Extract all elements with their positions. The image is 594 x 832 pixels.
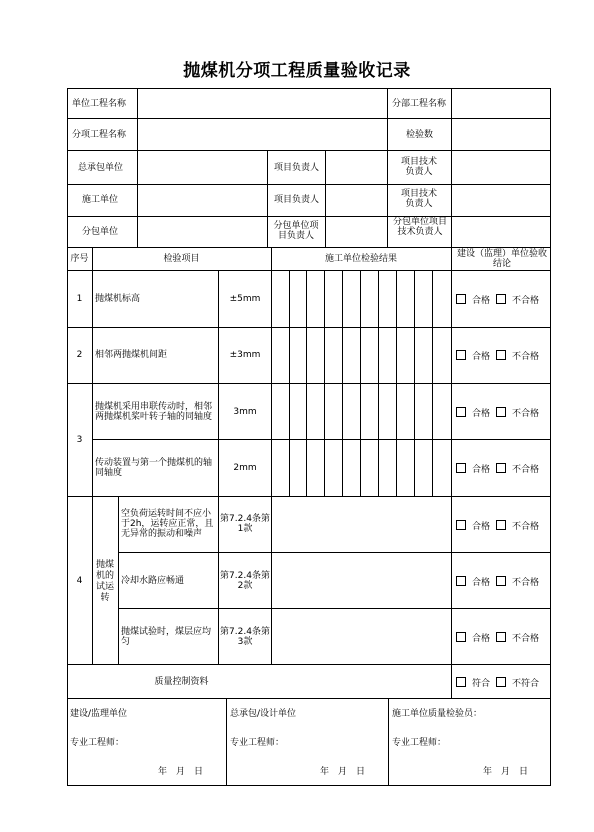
pass-checkbox[interactable] [456, 520, 466, 530]
fail-label: 不合格 [512, 522, 540, 532]
pass-label: 合格 [472, 522, 491, 532]
row-4b-item: 冷却水路应畅通 [121, 576, 185, 586]
row-1-standard: ±5mm [229, 294, 261, 304]
fail-checkbox[interactable] [496, 576, 506, 586]
row-3b-item: 传动装置与第一个抛煤机的轴同轴度 [95, 458, 213, 478]
project-manager-label: 项目负责人 [273, 163, 319, 173]
row-4c-item: 抛煤试验时，煤层应均匀 [121, 627, 212, 647]
date-label-2: 年 月 日 [320, 767, 366, 777]
fail-label: 不合格 [512, 465, 540, 475]
inspection-batch-label: 检验数 [405, 130, 433, 140]
row-3-seq: 3 [76, 435, 83, 445]
pass-label: 合格 [472, 578, 491, 588]
row-3a-standard: 3mm [233, 407, 257, 417]
sub-project-manager-label: 分包单位项目负责人 [273, 221, 319, 241]
page-title: 抛煤机分项工程质量验收记录 [183, 61, 411, 81]
pass-label: 合格 [472, 465, 491, 475]
conclusion-header: 建设（监理）单位验收结论 [456, 249, 547, 269]
row-2-item: 相邻两抛煤机间距 [95, 350, 168, 360]
unit-project-label: 单位工程名称 [72, 99, 127, 109]
results-header: 施工单位检验结果 [324, 254, 397, 264]
conform-label: 符合 [472, 679, 491, 689]
pass-checkbox[interactable] [456, 294, 466, 304]
seq-header: 序号 [70, 254, 89, 264]
project-manager-label-2: 项目负责人 [273, 195, 319, 205]
row-2-seq: 2 [76, 350, 83, 360]
row-4-group: 抛煤机的试运转 [95, 560, 114, 603]
pass-label: 合格 [472, 352, 491, 362]
row-3b-conclusion [456, 463, 546, 475]
fail-checkbox[interactable] [496, 463, 506, 473]
row-1-conclusion [456, 294, 546, 306]
general-unit-label: 总承包/设计单位 [230, 709, 297, 719]
row-4a-conclusion [456, 520, 546, 532]
row-2-conclusion [456, 350, 546, 362]
tech-manager-label-2: 项目技术负责人 [400, 189, 437, 209]
pass-checkbox[interactable] [456, 350, 466, 360]
row-3a-item: 抛煤机采用串联传动时，相邻两抛煤机桨叶转子轴的同轴度 [95, 402, 213, 422]
row-4-seq: 4 [76, 576, 83, 586]
engineer-label-1: 专业工程师： [70, 738, 125, 748]
row-1-item: 抛煤机标高 [95, 294, 141, 304]
date-label-3: 年 月 日 [483, 767, 529, 777]
quality-data-label: 质量控制资料 [154, 677, 209, 687]
row-4b-standard: 第7.2.4条第2款 [220, 571, 270, 591]
fail-label: 不合格 [512, 634, 540, 644]
sub-tech-manager-label: 分包单位项目技术负责人 [392, 217, 447, 237]
row-4c-conclusion [456, 632, 546, 644]
row-4a-standard: 第7.2.4条第1款 [220, 514, 270, 534]
fail-label: 不合格 [512, 296, 540, 306]
nonconform-label: 不符合 [512, 679, 540, 689]
fail-checkbox[interactable] [496, 407, 506, 417]
engineer-label-2: 专业工程师： [230, 738, 285, 748]
pass-checkbox[interactable] [456, 576, 466, 586]
row-4c-standard: 第7.2.4条第3款 [220, 627, 270, 647]
row-4a-item: 空负荷运转时间不应小于2h，运转应正常，且无异常的振动和噪声 [121, 509, 214, 539]
construction-unit-label: 施工单位 [82, 195, 119, 205]
quality-conclusion [456, 677, 546, 689]
item-header: 检验项目 [163, 254, 200, 264]
pass-label: 合格 [472, 296, 491, 306]
pass-checkbox[interactable] [456, 407, 466, 417]
sub-project-label: 分部工程名称 [392, 99, 447, 109]
pass-label: 合格 [472, 634, 491, 644]
row-3a-conclusion [456, 407, 546, 419]
fail-checkbox[interactable] [496, 294, 506, 304]
fail-label: 不合格 [512, 409, 540, 419]
fail-label: 不合格 [512, 352, 540, 362]
row-3b-standard: 2mm [233, 463, 257, 473]
pass-label: 合格 [472, 409, 491, 419]
general-contractor-label: 总承包单位 [78, 163, 124, 173]
owner-unit-label: 建设/监理单位 [70, 709, 128, 719]
engineer-label-3: 专业工程师： [392, 738, 447, 748]
fail-checkbox[interactable] [496, 632, 506, 642]
nonconform-checkbox[interactable] [496, 677, 506, 687]
item-project-label: 分项工程名称 [72, 130, 127, 140]
pass-checkbox[interactable] [456, 632, 466, 642]
row-4b-conclusion [456, 576, 546, 588]
row-1-seq: 1 [76, 294, 83, 304]
date-label-1: 年 月 日 [158, 767, 204, 777]
tech-manager-label: 项目技术负责人 [400, 157, 437, 177]
fail-label: 不合格 [512, 578, 540, 588]
pass-checkbox[interactable] [456, 463, 466, 473]
subcontractor-label: 分包单位 [82, 227, 119, 237]
fail-checkbox[interactable] [496, 350, 506, 360]
conform-checkbox[interactable] [456, 677, 466, 687]
row-2-standard: ±3mm [229, 350, 261, 360]
fail-checkbox[interactable] [496, 520, 506, 530]
inspector-label: 施工单位质量检验员： [392, 709, 483, 719]
